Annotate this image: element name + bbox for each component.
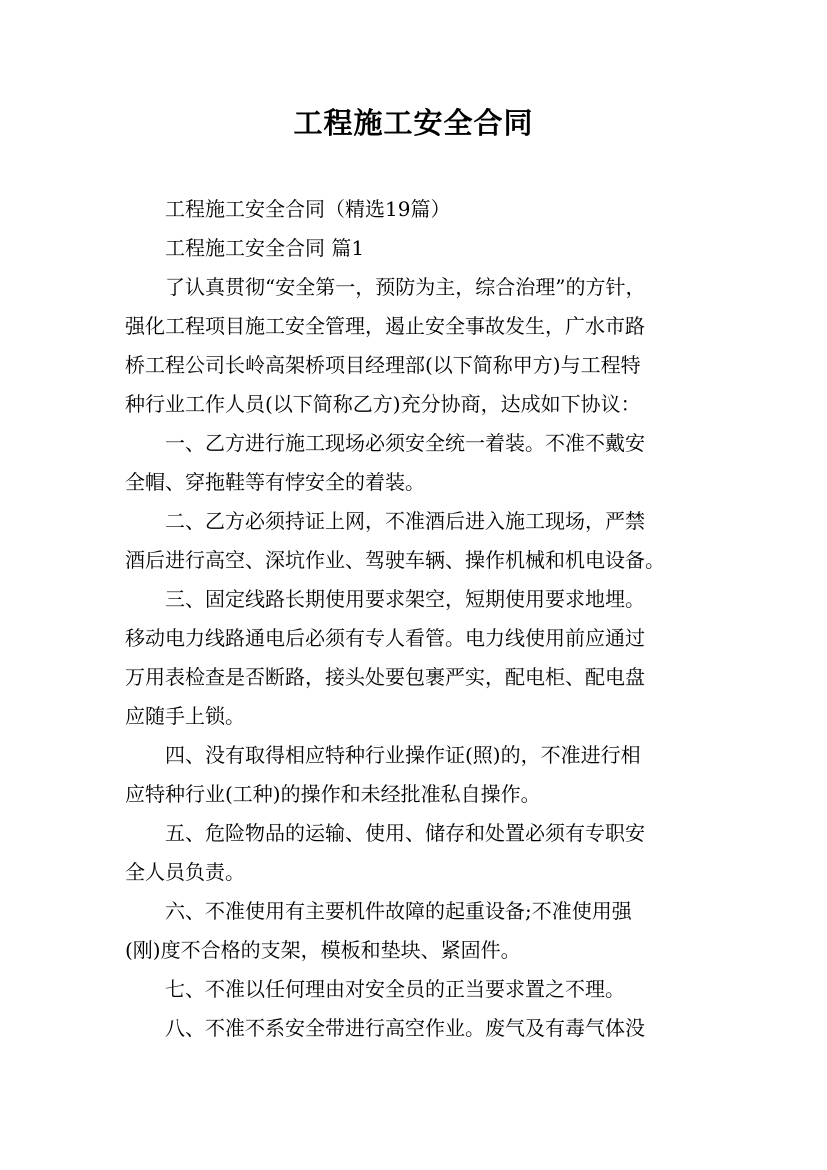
text-line: 七、不准以任何理由对安全员的正当要求置之不理。 <box>165 977 625 1001</box>
text-line: 了认真贯彻“安全第一，预防为主，综合治理”的方针， <box>165 275 646 299</box>
document-body <box>125 190 705 1048</box>
text-line: 六、不准使用有主要机件故障的起重设备;不准使用强 <box>165 899 632 923</box>
text-line: 全人员负责。 <box>125 860 245 884</box>
text-line: 强化工程项目施工安全管理，遏止安全事故发生，广水市路 <box>125 314 645 338</box>
text-line: 三、固定线路长期使用要求架空，短期使用要求地埋。 <box>165 587 645 611</box>
paragraph-clause-5 <box>125 814 705 892</box>
text-line: 应特种行业(工种)的操作和未经批准私自操作。 <box>125 782 541 806</box>
text-line: 酒后进行高空、深坑作业、驾驶车辆、操作机械和机电设备。 <box>125 548 665 572</box>
text-line: 种行业工作人员(以下简称乙方)充分协商，达成如下协议： <box>125 392 641 416</box>
text-line: 一、乙方进行施工现场必须安全统一着装。不准不戴安 <box>165 431 645 455</box>
paragraph-clause-7 <box>125 970 705 1009</box>
text-line: 二、乙方必须持证上网，不准酒后进入施工现场，严禁 <box>165 509 645 533</box>
paragraph-clause-4 <box>125 736 705 814</box>
text-line: 八、不准不系安全带进行高空作业。废气及有毒气体没 <box>165 1016 645 1040</box>
document-title: 工程施工安全合同 <box>293 106 534 140</box>
text-line: 移动电力线路通电后必须有专人看管。电力线使用前应通过 <box>125 626 645 650</box>
text-line: 四、没有取得相应特种行业操作证(照)的，不准进行相 <box>165 743 641 767</box>
paragraph-subtitle <box>125 190 705 229</box>
text-line: 桥工程公司长岭高架桥项目经理部(以下简称甲方)与工程特 <box>125 353 641 377</box>
text-line: 工程施工安全合同（精选19篇） <box>165 197 451 221</box>
paragraph-intro <box>125 268 705 424</box>
paragraph-clause-6 <box>125 892 705 970</box>
text-line: 全帽、穿拖鞋等有悖安全的着装。 <box>125 470 425 494</box>
text-line: 万用表检查是否断路，接头处要包裹严实，配电柜、配电盘 <box>125 665 645 689</box>
paragraph-clause-8 <box>125 1009 705 1048</box>
paragraph-clause-1 <box>125 424 705 502</box>
paragraph-clause-2 <box>125 502 705 580</box>
paragraph-section-heading <box>125 229 705 268</box>
text-line: 工程施工安全合同 篇1 <box>165 236 365 260</box>
paragraph-clause-3 <box>125 580 705 736</box>
text-line: (刚)度不合格的支架，模板和垫块、紧固件。 <box>125 938 521 962</box>
text-line: 应随手上锁。 <box>125 704 245 728</box>
text-line: 五、危险物品的运输、使用、储存和处置必须有专职安 <box>165 821 645 845</box>
